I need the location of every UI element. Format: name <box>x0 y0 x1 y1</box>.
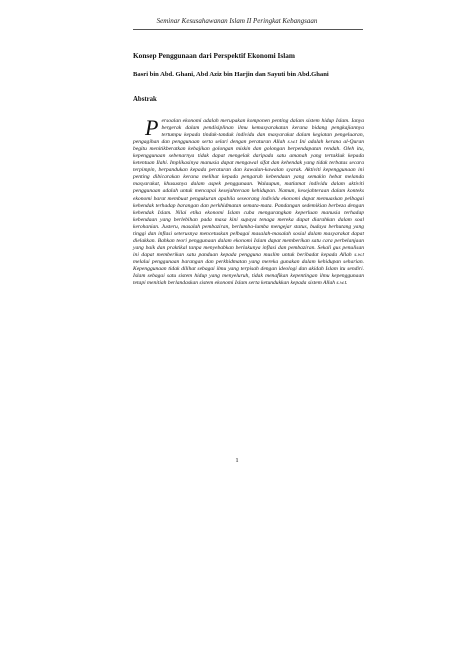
abstract-text: ersoalan ekonomi adalah merupakan komponen penting dalam sistem hidup Islam. Ianya bergerak dalam pendisiplinan ilmu kemasyarakatan kerana bidang pengkajiannya tertumpu kepada tindak-tanduk individu dan masyarakat dalam kegiatan pengeluaran, pengagihan dan penggunaan serta selari dengan peraturan Allah s.w.t Ini adalah kerana al-Quran begitu menitikberatkan kebajikan golongan miskin dan golongan berpendapatan rendah. Oleh itu, kepenggunaan sebenarnya tidak dapat mengelak daripada satu amanah yang tertakluk kepada ketentuan Ilahi. Implikasinya manusia dapat mengawal sifat dan kehendak yang tidak terbatas secara terpimpin, berpandukan kepada peraturan dan kawalan-kawalan syarak. Aktiviti kepenggunaan ini penting dibicarakan kerana melihat kepada pengaruh kebendaan yang semakin hebat melanda masyarakat, khususnya dalam aspek penggunaan. Walaupun, matlamat individu dalam aktiviti penggunaan adalah untuk mencapai kesejahteraan kehidupan. Namun, kesejahteraan dalam konteks ekonomi barat membuat pengukuran apabila seseorang individu ekonomi dapat memuaskan pelbagai kehendak terhadap barangan dan perkhidmatan semata-mata. Pandangan sedemikian berbeza dengan kehendak Islam. Nilai etika ekonomi Islam cuba mengurangkan keperluan manusia terhadap kebendaan yang berlebihan pada masa kini supaya tenaga mereka dapat diarahkan dalam soal kerohanian. Justeru, masalah pembaziran, berlumba-lumba mengejar status, budaya berhutang yang tinggi dan inflasi seterusnya mencetuskan pelbagai masalah-masalah sosial dalam masyarakat dapat dielakkan. Bahkan teori penggunaan dalam ekonomi Islam dapat memberikan satu cara perbelanjaan yang baik dan praktikal tanpa menyebabkan berlakunya inflasi dan pembaziran. Sekali gus penulisan ini dapat memberikan satu panduan kepada pengguna muslim untuk beribadat kepada Allah s.w.t melalui penggunaan barangan dan perkhidmatan yang mereka gunakan dalam kehidupan seharian. Kepenggunaan tidak dilihat sebagai ilmu yang terpisah dengan ideologi dan akidah Islam itu sendiri. Islam sebagai satu sistem hidup yang menyeluruh, tidak menafikan kepentingan ilmu kepenggunaan tetapi menitiah berlandaskan sistem ekonomi Islam serta ketundukkan kepada sistem Allah s.w.t. <box>133 118 364 287</box>
paper-authors: Basri bin Abd. Ghani, Abd Aziz bin Harjin dan Sayuti bin Abd.Ghani <box>133 71 329 78</box>
abstract-body <box>133 115 364 287</box>
page-number: 1 <box>235 457 239 464</box>
abstract-drop-cap: P <box>145 115 159 140</box>
paper-title: Konsep Penggunaan dari Perspektif Ekonomi Islam <box>133 51 295 60</box>
abstract-heading: Abstrak <box>133 96 157 103</box>
header-rule <box>133 29 363 30</box>
running-header: Seminar Kesusahawanan Islam II Peringkat Kebangsaan <box>156 17 318 25</box>
